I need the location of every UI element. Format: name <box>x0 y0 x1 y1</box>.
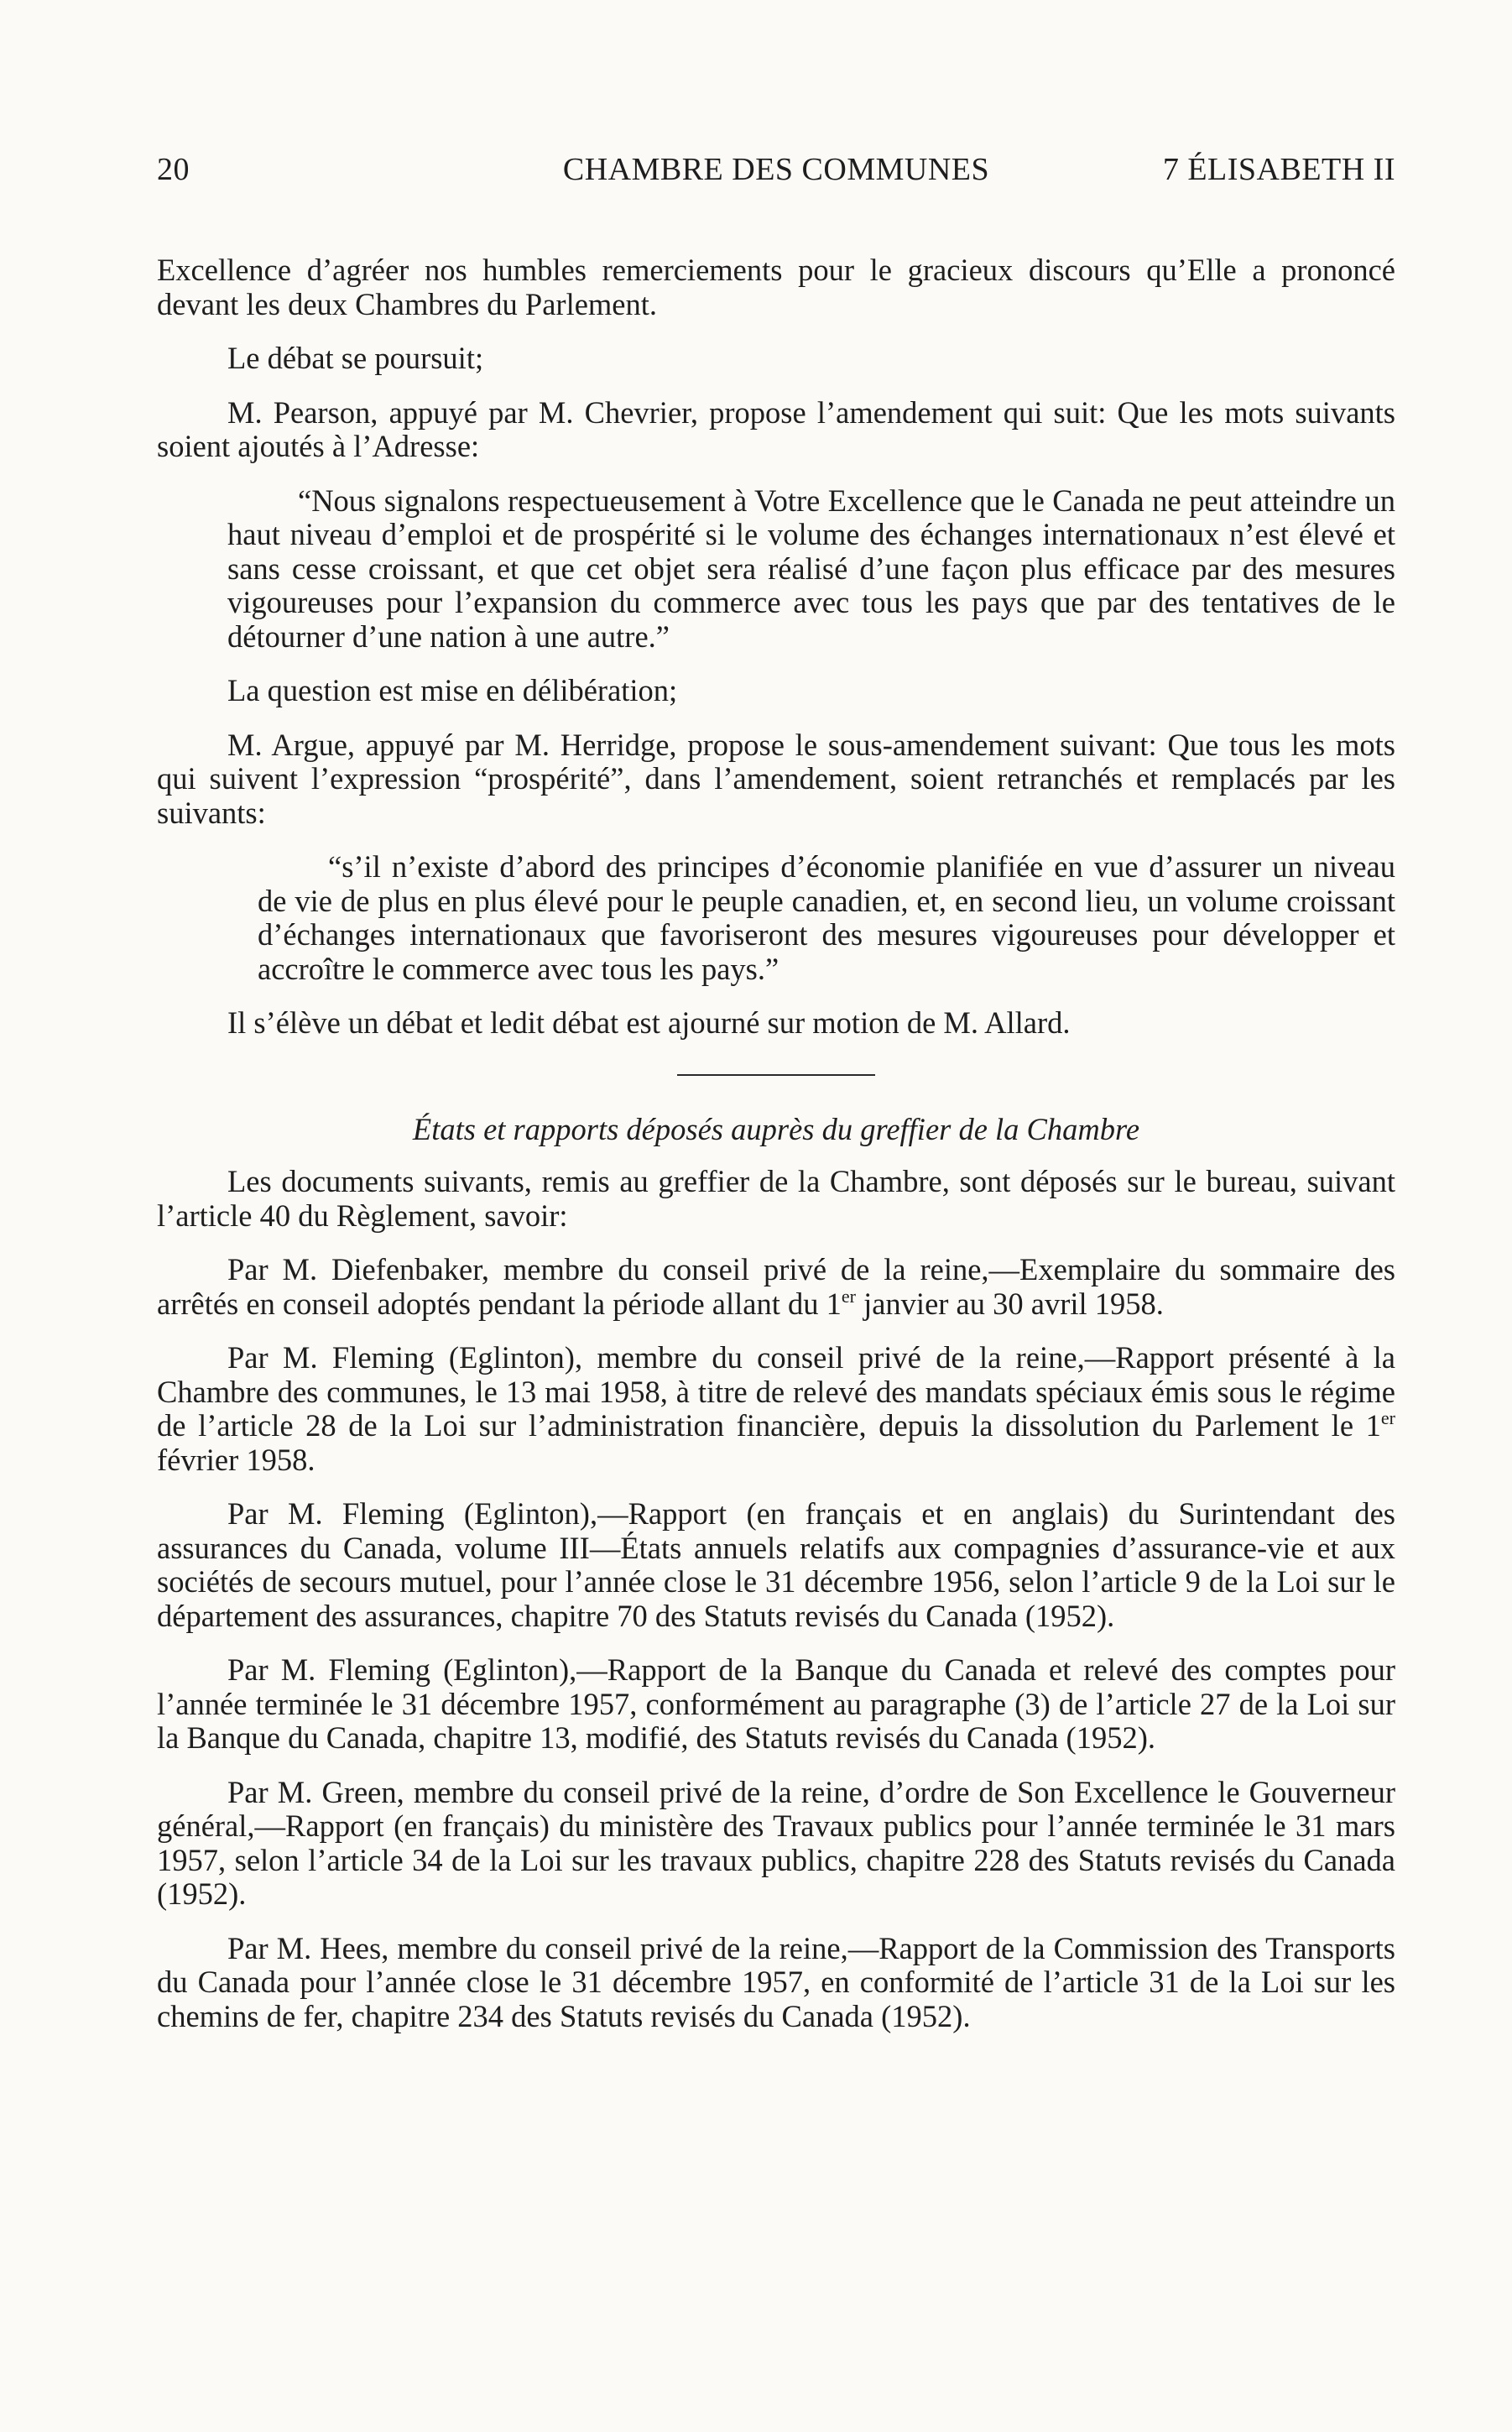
page-body <box>157 253 1395 2033</box>
paragraph-question: La question est mise en délibération; <box>227 673 678 707</box>
page-number: 20 <box>157 152 190 187</box>
ordinal-superscript: er <box>1380 1407 1395 1428</box>
document-entry <box>157 1341 1395 1477</box>
paragraph-debate: Le débat se poursuit; <box>227 341 484 375</box>
amendment-quote: “Nous signalons respectueusement à Votre Excellence que le Canada ne peut atteindre un haut niveau d’emploi et de prospérité si le volume des échanges internationaux n’est élevé et sans cesse croissant, et que cet objet sera réalisé d’une façon plus efficace par des mesures vigoureuses pour l’expansion du commerce avec tous les pays que par des tentatives de le détourner d’une nation à une autre.” <box>227 483 1395 654</box>
entry-text: Par M. Diefenbaker, membre du conseil privé de la reine,—Exemplaire du sommaire des arrêtés en conseil adoptés pendant la période allant du 1 <box>157 1252 1395 1321</box>
document-entry: Par M. Hees, membre du conseil privé de la reine,—Rapport de la Commission des Transports du Canada pour l’année close le 31 décembre 1957, en conformité de l’article 31 de la Loi sur les chemins de fer, chapitre 234 des Statuts revisés du Canada (1952). <box>157 1930 1395 2033</box>
document-entry: Par M. Fleming (Eglinton),—Rapport (en français et en anglais) du Surintendant des assurances du Canada, volume III—États annuels relatifs aux compagnies d’assurance-vie et aux sociétés de secours mutuel, pour l’année close le 31 décembre 1956, selon l’article 9 de la Loi sur le département des assurances, chapitre 70 des Statuts revisés du Canada (1952). <box>157 1496 1395 1633</box>
document-entry: Par M. Fleming (Eglinton),—Rapport de la Banque du Canada et relevé des comptes pour l’année terminée le 31 décembre 1957, conformément au paragraphe (3) de l’article 27 de la Loi sur la Banque du Canada, chapitre 13, modifié, des Statuts revisés du Canada (1952). <box>157 1652 1395 1755</box>
paragraph-continuation: Excellence d’agréer nos humbles remerciements pour le gracieux discours qu’Elle a prononcé devant les deux Chambres du Parlement. <box>157 253 1395 321</box>
paragraph-amendment: M. Pearson, appuyé par M. Chevrier, propose l’amendement qui suit: Que les mots suivants soient ajoutés à l’Adresse: <box>157 394 1395 463</box>
document-entry <box>157 1253 1395 1321</box>
section-divider <box>677 1074 875 1076</box>
session-label: 7 ÉLISABETH II <box>1162 152 1395 187</box>
running-title: CHAMBRE DES COMMUNES <box>562 152 990 187</box>
paragraph-subamendment: M. Argue, appuyé par M. Herridge, propose le sous-amendement suivant: Que tous les mots qui suivent l’expression “prospérité”, dans l’amendement, soient retranchés et remplacés par les suivants: <box>157 727 1395 830</box>
ordinal-superscript: er <box>841 1285 856 1307</box>
section-intro: Les documents suivants, remis au greffier de la Chambre, sont déposés sur le bureau, suivant l’article 40 du Règlement, savoir: <box>157 1164 1395 1233</box>
page-header <box>157 151 1395 201</box>
document-entry: Par M. Green, membre du conseil privé de la reine, d’ordre de Son Excellence le Gouverneur général,—Rapport (en français) du ministère des Travaux publics pour l’année terminée le 31 mars 1957, selon l’article 34 de la Loi sur les travaux publics, chapitre 228 des Statuts revisés du Canada (1952). <box>157 1774 1395 1911</box>
entry-text: Par M. Fleming (Eglinton), membre du conseil privé de la reine,—Rapport présenté à la Chambre des communes, le 13 mai 1958, à titre de relevé des mandats spéciaux émis sous le régime de l’article 28 de la Loi sur l’administration financière, depuis la dissolution du Parlement le 1 <box>157 1340 1395 1443</box>
subamendment-quote: “s’il n’existe d’abord des principes d’économie planifiée en vue d’assurer un niveau de vie de plus en plus élevé pour le peuple canadien, et, en second lieu, un volume croissant d’échanges internationaux que favoriseront des mesures vigoureuses pour développer et accroître le commerce avec tous les pays.” <box>258 849 1395 986</box>
document-page <box>157 151 1395 2054</box>
entry-text: février 1958. <box>157 1442 315 1477</box>
paragraph-adjourned: Il s’élève un débat et ledit débat est ajourné sur motion de M. Allard. <box>227 1005 1071 1040</box>
entry-text: janvier au 30 avril 1958. <box>855 1286 1164 1321</box>
section-title: États et rapports déposés auprès du greffier de la Chambre <box>412 1111 1140 1146</box>
